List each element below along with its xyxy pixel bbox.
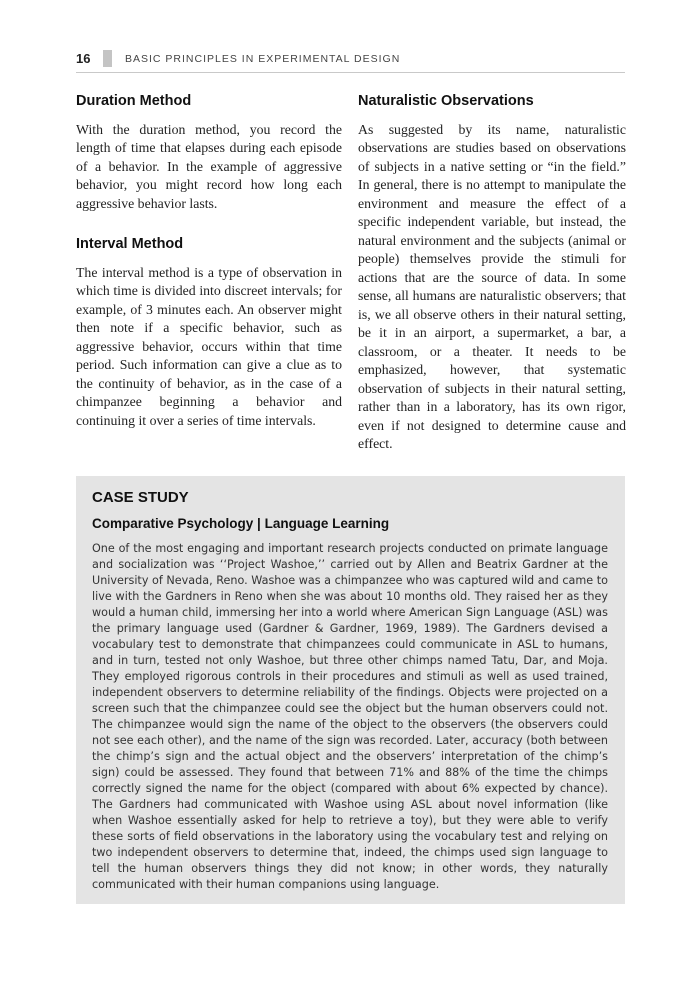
naturalistic-observations-paragraph: As suggested by its name, naturalistic observations are studies based on observations of subjects in a native setting or “in the field.” In general, there is no attempt to manipulate the environment and measure the effect of a specific independent variable, but instead, the natural environment and the subjects (animal or people) themselves provide the stimuli for actions that are the source of data. In some sense, all humans are naturalistic observers; that is, we all observe others in their natural setting, be it in an airport, a supermarket, a bar, a classroom, or a theater. It needs to be emphasized, however, that systematic observation of subjects in their natural setting, rather than in a laboratory, has its own rigor, even if not designed to determine cause and effect.	[358, 121, 626, 451]
interval-method-paragraph: The interval method is a type of observation in which time is divided into discreet intervals; for example, of 3 minutes each. An observer might then note if a specific behavior, such as aggressive behavior, occurs within that time period. Such information can give a clue as to the continuity of behavior, as in the case of a chimpanzee beginning a behavior and continuing it over a series of time intervals.	[76, 264, 342, 428]
case-study-subtitle: Comparative Psychology | Language Learning	[92, 516, 390, 531]
case-study-body: One of the most engaging and important research projects conducted on primate language and socialization was ‘‘Project Washoe,’’ carried out by Allen and Beatrix Gardner at the University of Nevada, Reno. Washoe was a chimpanzee who was captured wild and came to live with the Gardners in Reno when she was about 10 months old. They raised her as they would a human child, immersing her into a world where American Sign Language (ASL) was the primary language used (Gardner & Gardner, 1969, 1989). The Gardners devised a vocabulary test to demonstrate that chimpanzees could communicate in ASL to humans, and in turn, tested not only Washoe, but three other chimps named Tatu, Dar, and Moja. They employed rigorous controls in their procedures and stimuli as well as used trained, independent observers to determine reliability of the findings. Objects were projected on a screen such that the chimpanzee could see the object but the human observers could not. The chimpanzee would sign the name of the object to the observers (the observers could not see each other), and the name of the sign was recorded. Later, accuracy (both between the chimp’s sign and the actual object and the observers’ interpretation of the chimp’s sign) could be assessed. They found that between 71% and 88% of the time the chimps correctly signed the name for the object (compared with about 6% expected by chance). The Gardners had communicated with Washoe using ASL about novel information (like when Washoe essentially asked for help to retrieve a toy), but they were able to verify these sorts of field observations in the laboratory using the vocabulary test and relying on two independent observers to determine that, indeed, the chimps used sign language to tell the human observers things they did not know; in other words, they naturally communicated with their human companions using language.	[92, 542, 608, 891]
page-number: 16	[76, 51, 91, 66]
interval-method-heading: Interval Method	[76, 236, 184, 252]
running-title: BASIC PRINCIPLES IN EXPERIMENTAL DESIGN	[125, 53, 401, 65]
left-column	[76, 92, 342, 430]
running-header	[76, 50, 625, 73]
case-study-box	[76, 476, 625, 904]
right-column	[358, 92, 626, 454]
duration-method-paragraph: With the duration method, you record the length of time that elapses during each episode of a behavior. In the example of aggressive behavior, you might record how long each aggressive behavior lasts.	[76, 121, 342, 211]
naturalistic-observations-heading: Naturalistic Observations	[358, 93, 534, 109]
case-study-label: CASE STUDY	[92, 489, 189, 506]
header-divider-bar	[103, 50, 112, 67]
duration-method-heading: Duration Method	[76, 93, 192, 109]
